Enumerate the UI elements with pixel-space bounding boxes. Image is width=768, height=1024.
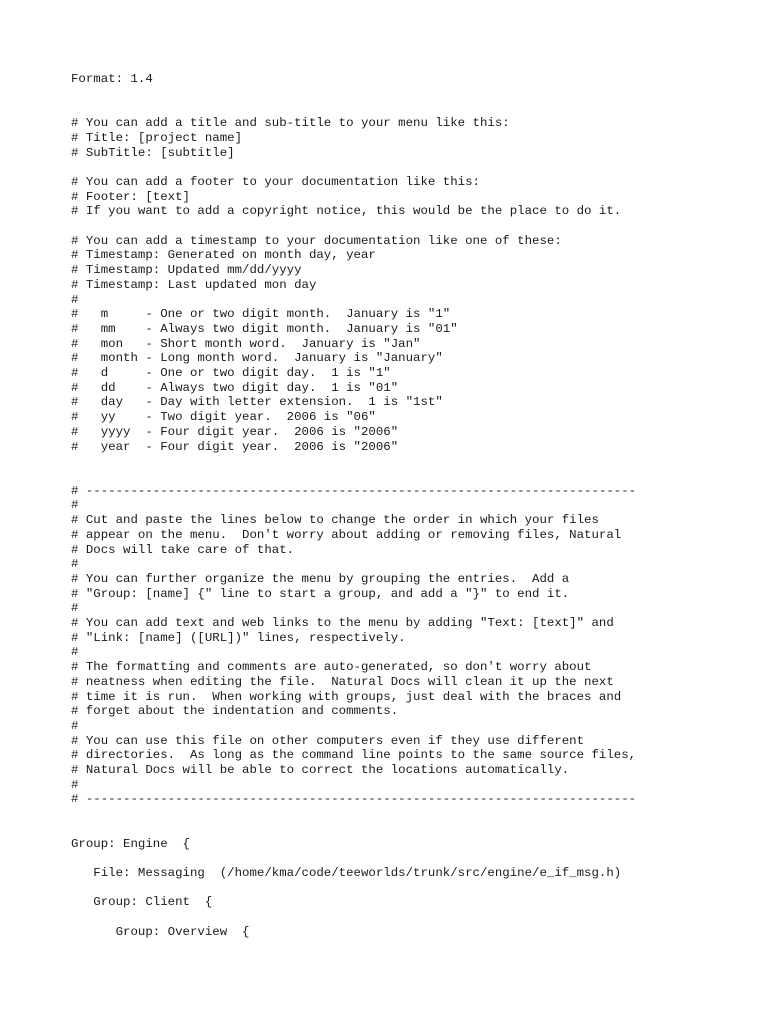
text-line: # --------------------------------------------------------------------------: [71, 792, 637, 807]
text-line: # directories. As long as the command line points to the same source files,: [71, 748, 637, 763]
text-line: # mon - Short month word. January is "Jan": [71, 336, 421, 351]
text-line: Group: Engine {: [71, 836, 190, 851]
text-line: # appear on the menu. Don't worry about adding or removing files, Natural: [71, 527, 622, 542]
text-line: # neatness when editing the file. Natural Docs will clean it up the next: [71, 674, 614, 689]
text-line: #: [71, 718, 79, 733]
text-line: # You can use this file on other computers even if they use different: [71, 733, 585, 748]
text-line: # --------------------------------------------------------------------------: [71, 483, 637, 498]
text-line: # month - Long month word. January is "January": [71, 351, 443, 366]
text-line: # SubTitle: [subtitle]: [71, 145, 235, 160]
text-line: File: Messaging (/home/kma/code/teeworlds/trunk/src/engine/e_if_msg.h): [71, 865, 622, 880]
document-page: [71, 72, 761, 939]
text-line: # dd - Always two digit day. 1 is "01": [71, 380, 399, 395]
text-line: #: [71, 601, 79, 616]
text-line: # You can further organize the menu by grouping the entries. Add a: [71, 571, 570, 586]
text-line: # d - One or two digit day. 1 is "1": [71, 366, 391, 381]
text-line: # Timestamp: Updated mm/dd/yyyy: [71, 263, 302, 278]
text-line: #: [71, 498, 79, 513]
text-line: # Timestamp: Generated on month day, year: [71, 248, 376, 263]
text-line: # Natural Docs will be able to correct the locations automatically.: [71, 763, 570, 778]
text-line: # year - Four digit year. 2006 is "2006": [71, 439, 399, 454]
text-line: # forget about the indentation and comments.: [71, 704, 399, 719]
text-line: # Timestamp: Last updated mon day: [71, 277, 317, 292]
text-line: #: [71, 557, 79, 572]
text-line: Format: 1.4: [71, 72, 153, 86]
text-line: # You can add a title and sub-title to your menu like this:: [71, 116, 510, 131]
text-line: # Docs will take care of that.: [71, 542, 295, 557]
text-line: #: [71, 292, 79, 307]
text-line: # Footer: [text]: [71, 189, 190, 204]
text-line: # Cut and paste the lines below to change the order in which your files: [71, 513, 599, 528]
text-line: Group: Client {: [71, 895, 213, 910]
text-line: #: [71, 645, 79, 660]
text-line: # yy - Two digit year. 2006 is "06": [71, 410, 376, 425]
text-line: #: [71, 777, 79, 792]
text-line: # You can add a timestamp to your documentation like one of these:: [71, 233, 562, 248]
text-line: # yyyy - Four digit year. 2006 is "2006": [71, 424, 399, 439]
text-line: # You can add text and web links to the menu by adding "Text: [text]" and: [71, 616, 614, 631]
text-line: # "Link: [name] ([URL])" lines, respectively.: [71, 630, 406, 645]
text-line: # You can add a footer to your documentation like this:: [71, 174, 480, 189]
text-line: # "Group: [name] {" line to start a group, and add a "}" to end it.: [71, 586, 570, 601]
text-line: # m - One or two digit month. January is "1": [71, 307, 451, 322]
text-line: # The formatting and comments are auto-generated, so don't worry about: [71, 660, 592, 675]
text-line: # If you want to add a copyright notice, this would be the place to do it.: [71, 204, 622, 219]
text-line: # time it is run. When working with groups, just deal with the braces and: [71, 689, 622, 704]
text-line: # day - Day with letter extension. 1 is "1st": [71, 395, 443, 410]
text-line: # mm - Always two digit month. January is "01": [71, 321, 458, 336]
menu-file-text: [71, 72, 761, 939]
text-line: # Title: [project name]: [71, 130, 243, 145]
text-line: Group: Overview {: [71, 924, 250, 939]
